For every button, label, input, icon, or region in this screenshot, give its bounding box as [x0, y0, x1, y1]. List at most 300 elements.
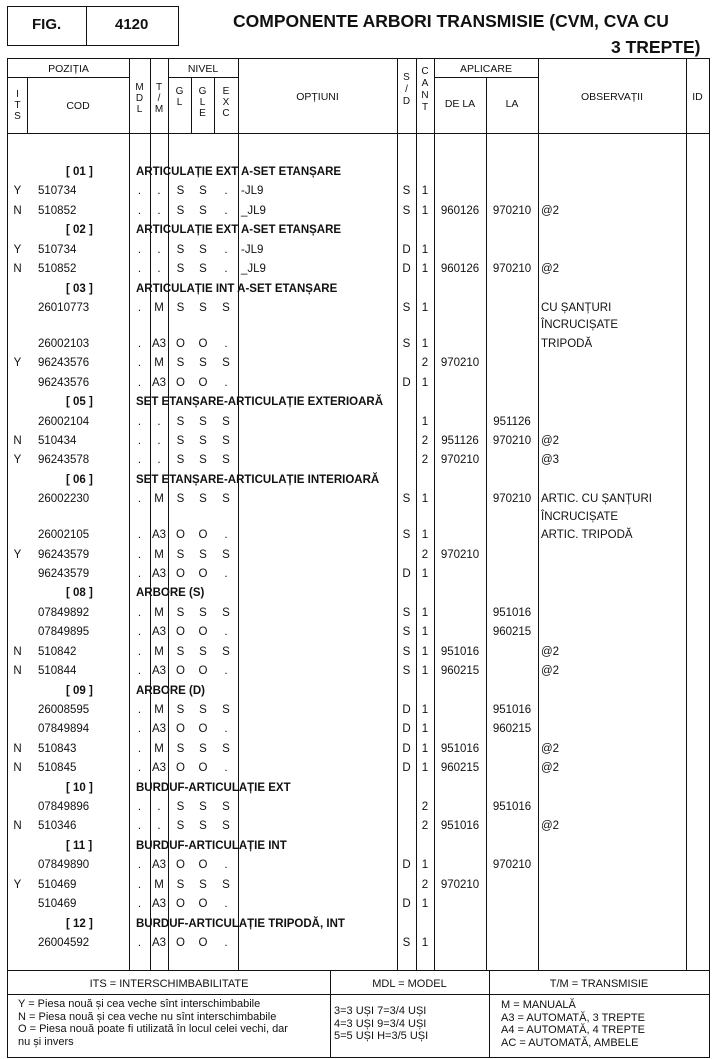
cell-exc: . — [224, 263, 228, 276]
col-line-exc — [238, 58, 239, 970]
cell-cant: 1 — [421, 567, 429, 580]
cell-gle: S — [199, 742, 207, 755]
cell-mdl: . — [137, 337, 142, 350]
cell-gle: O — [198, 665, 208, 678]
figure-label: FIG. — [32, 16, 62, 33]
cell-cod: 07849895 — [38, 626, 90, 639]
group-number: [ 03 ] — [66, 282, 93, 295]
cell-sd: S — [402, 204, 411, 217]
cell-gl: O — [176, 567, 185, 580]
cell-exc: S — [222, 357, 230, 370]
cell-cant: 2 — [421, 548, 429, 561]
cell-tm: A3 — [151, 936, 167, 949]
cell-cod: 96243576 — [38, 357, 90, 370]
legend-mdl-title: MDL = MODEL — [372, 978, 447, 990]
cell-its: Y — [13, 548, 22, 561]
cell-sd: S — [402, 529, 411, 542]
cell-gl: S — [176, 434, 185, 447]
cell-gle: S — [199, 454, 207, 467]
cell-tm: M — [154, 742, 164, 755]
cell-cant: 1 — [421, 301, 429, 314]
cell-sd: D — [402, 723, 411, 736]
group-title: ARTICULAȚIE EXT A-SET ETANȘARE — [136, 166, 342, 178]
header-tm: T / M — [154, 82, 164, 115]
cell-gl: S — [176, 263, 185, 276]
cell-cant: 1 — [421, 645, 429, 658]
cell-its: N — [13, 820, 22, 833]
cell-mdl: . — [137, 626, 142, 639]
cell-exc: S — [222, 606, 230, 619]
cell-sd: D — [402, 567, 411, 580]
cell-tm: A3 — [151, 762, 167, 775]
cell-gle: S — [199, 204, 207, 217]
cell-gle: S — [199, 434, 207, 447]
cell-tm: . — [157, 185, 161, 198]
cell-cant: 1 — [421, 626, 429, 639]
cell-cod: 510852 — [38, 263, 77, 276]
cell-gle: S — [199, 357, 207, 370]
header-optiuni: OPȚIUNI — [296, 91, 339, 103]
cell-sd: D — [402, 376, 411, 389]
cell-cod: 07849894 — [38, 723, 90, 736]
cell-exc: . — [224, 243, 228, 256]
cell-its: N — [13, 645, 22, 658]
header-gl: G L — [175, 86, 184, 108]
cell-gle: O — [198, 529, 208, 542]
cell-its: N — [13, 742, 22, 755]
cell-its: N — [13, 665, 22, 678]
cell-exc: . — [224, 185, 228, 198]
legend-its-title: ITS = INTERSCHIMBABILITATE — [89, 978, 249, 990]
cell-gl: O — [176, 665, 185, 678]
page-title-continuation: 3 TREPTE) — [611, 37, 701, 57]
cell-exc: S — [222, 493, 230, 506]
cell-gl: S — [176, 301, 185, 314]
cell-tm: A3 — [151, 567, 167, 580]
cell-mdl: . — [137, 415, 142, 428]
group-title: ARBORE (S) — [136, 587, 205, 600]
group-title: ARBORE (D) — [136, 684, 205, 697]
cell-obs-continued: ÎNCRUCIȘATE — [541, 319, 619, 332]
col-line-obs — [686, 58, 687, 970]
cell-mdl: . — [137, 645, 142, 658]
cell-la: 951016 — [492, 703, 532, 716]
cell-cant: 2 — [421, 454, 429, 467]
header-cant: C A N T — [421, 66, 429, 113]
cell-la: 970210 — [492, 204, 532, 217]
cell-tm: M — [154, 548, 164, 561]
group-number: [ 10 ] — [66, 781, 93, 794]
cell-cant: 1 — [421, 742, 429, 755]
cell-mdl: . — [137, 742, 142, 755]
cell-opt: -JL9 — [241, 185, 264, 198]
cell-gl: S — [176, 454, 185, 467]
cell-obs: @2 — [541, 762, 560, 775]
cell-la: 970210 — [492, 859, 532, 872]
cell-opt: _JL9 — [241, 204, 266, 217]
cell-tm: . — [157, 243, 161, 256]
cell-tm: A3 — [151, 376, 167, 389]
cell-gle: S — [199, 415, 207, 428]
cell-obs: @2 — [541, 645, 560, 658]
cell-gle: S — [199, 263, 207, 276]
cell-tm: . — [157, 263, 161, 276]
cell-sd: S — [402, 606, 411, 619]
cell-its: Y — [13, 878, 22, 891]
cell-cant: 2 — [421, 820, 429, 833]
cell-gle: S — [199, 493, 207, 506]
cell-cod: 26008595 — [38, 703, 90, 716]
cell-cod: 07849892 — [38, 606, 90, 619]
cell-sd: S — [402, 185, 411, 198]
cell-cod: 510852 — [38, 204, 77, 217]
cell-gl: S — [176, 878, 185, 891]
cell-sd: S — [402, 665, 411, 678]
cell-mdl: . — [137, 529, 142, 542]
header-pozitia: POZIȚIA — [48, 63, 89, 75]
cell-tm: M — [154, 301, 164, 314]
cell-exc: . — [224, 204, 228, 217]
cell-cod: 26004592 — [38, 936, 90, 949]
header-exc: E X C — [222, 86, 230, 119]
header-dela: DE LA — [444, 98, 476, 110]
cell-cant: 1 — [421, 185, 429, 198]
cell-sd: D — [402, 859, 411, 872]
header-mdl: M D L — [135, 82, 144, 115]
cell-cant: 1 — [421, 665, 429, 678]
cell-cant: 1 — [421, 762, 429, 775]
cell-gle: O — [198, 567, 208, 580]
cell-mdl: . — [137, 548, 142, 561]
cell-cod: 510734 — [38, 243, 77, 256]
cell-cod: 96243578 — [38, 454, 90, 467]
cell-gle: S — [199, 243, 207, 256]
cell-gl: S — [176, 820, 185, 833]
cell-obs: ARTIC. TRIPODĂ — [541, 529, 633, 542]
cell-cant: 2 — [421, 434, 429, 447]
cell-cod: 26002105 — [38, 529, 90, 542]
cell-cod: 26002104 — [38, 415, 90, 428]
cell-cant: 2 — [421, 878, 429, 891]
cell-sd: D — [402, 243, 411, 256]
cell-cod: 510434 — [38, 434, 77, 447]
cell-cant: 1 — [421, 204, 429, 217]
cell-mdl: . — [137, 878, 142, 891]
cell-gl: O — [176, 859, 185, 872]
cell-gl: S — [176, 493, 185, 506]
cell-mdl: . — [137, 936, 142, 949]
cell-tm: M — [154, 493, 164, 506]
cell-tm: A3 — [151, 723, 167, 736]
cell-tm: . — [157, 434, 161, 447]
cell-cod: 510843 — [38, 742, 77, 755]
cell-tm: M — [154, 645, 164, 658]
cell-tm: A3 — [151, 337, 167, 350]
cell-gle: S — [199, 801, 207, 814]
cell-gle: S — [199, 878, 207, 891]
cell-its: N — [13, 762, 22, 775]
cell-mdl: . — [137, 243, 142, 256]
cell-dela: 951016 — [440, 820, 480, 833]
cell-exc: S — [222, 434, 230, 447]
cell-its: N — [13, 204, 22, 217]
cell-cant: 1 — [421, 936, 429, 949]
cell-mdl: . — [137, 357, 142, 370]
cell-gl: O — [176, 936, 185, 949]
cell-gle: O — [198, 859, 208, 872]
cell-cant: 1 — [421, 859, 429, 872]
group-number: [ 05 ] — [66, 396, 93, 409]
cell-exc: . — [224, 529, 228, 542]
cell-its: N — [13, 434, 22, 447]
legend-top-line — [8, 970, 709, 971]
cell-its: Y — [13, 357, 22, 370]
cell-sd: S — [402, 493, 411, 506]
cell-mdl: . — [137, 703, 142, 716]
cell-la: 960215 — [492, 626, 532, 639]
cell-exc: S — [222, 820, 230, 833]
cell-exc: S — [222, 742, 230, 755]
cell-gl: S — [176, 742, 185, 755]
cell-gl: S — [176, 243, 185, 256]
cell-cod: 510469 — [38, 878, 77, 891]
group-number: [ 01 ] — [66, 166, 93, 178]
cell-exc: . — [224, 567, 228, 580]
cell-gl: O — [176, 898, 185, 911]
cell-gle: S — [199, 185, 207, 198]
header-id: ID — [692, 91, 703, 103]
cell-cant: 1 — [421, 263, 429, 276]
cell-gle: S — [199, 301, 207, 314]
header-observatii: OBSERVAȚII — [580, 91, 644, 103]
cell-mdl: . — [137, 820, 142, 833]
cell-exc: . — [224, 665, 228, 678]
cell-cant: 1 — [421, 493, 429, 506]
cell-gle: O — [198, 898, 208, 911]
cell-its: Y — [13, 243, 22, 256]
cell-gl: S — [176, 415, 185, 428]
cell-gl: O — [176, 762, 185, 775]
cell-tm: A3 — [151, 859, 167, 872]
cell-cod: 07849896 — [38, 801, 90, 814]
cell-tm: A3 — [151, 665, 167, 678]
cell-mdl: . — [137, 376, 142, 389]
group-number: [ 08 ] — [66, 587, 93, 600]
cell-gl: O — [176, 529, 185, 542]
cell-gl: O — [176, 337, 185, 350]
cell-cod: 26002230 — [38, 493, 90, 506]
cell-exc: S — [222, 703, 230, 716]
cell-sd: D — [402, 703, 411, 716]
cell-gle: O — [198, 936, 208, 949]
cell-exc: S — [222, 415, 230, 428]
cell-obs: TRIPODĂ — [541, 337, 593, 350]
group-title: ARTICULAȚIE EXT A-SET ETANȘARE — [136, 224, 342, 237]
cell-gle: S — [199, 548, 207, 561]
cell-tm: A3 — [151, 898, 167, 911]
cell-mdl: . — [137, 567, 142, 580]
cell-gl: S — [176, 185, 185, 198]
cell-tm: M — [154, 703, 164, 716]
cell-mdl: . — [137, 762, 142, 775]
cell-mdl: . — [137, 493, 142, 506]
cell-tm: . — [157, 415, 161, 428]
cell-cod: 07849890 — [38, 859, 90, 872]
cell-gle: O — [198, 626, 208, 639]
cell-gl: O — [176, 723, 185, 736]
cell-dela: 970210 — [440, 454, 480, 467]
cell-mdl: . — [137, 665, 142, 678]
cell-cant: 1 — [421, 376, 429, 389]
cell-exc: . — [224, 762, 228, 775]
cell-dela: 970210 — [440, 357, 480, 370]
cell-exc: S — [222, 801, 230, 814]
cell-sd: D — [402, 898, 411, 911]
cell-sd: D — [402, 742, 411, 755]
cell-la: 951126 — [493, 415, 531, 428]
cell-opt: -JL9 — [241, 243, 264, 256]
legend-tm-title: T/M = TRANSMISIE — [549, 978, 649, 990]
cell-exc: S — [222, 548, 230, 561]
cell-cant: 2 — [421, 801, 429, 814]
group-title: BURDUF-ARTICULAȚIE EXT — [136, 781, 291, 794]
cell-dela: 951126 — [441, 434, 479, 447]
cell-dela: 960215 — [440, 762, 480, 775]
cell-obs: @2 — [541, 263, 560, 276]
cell-gle: O — [198, 337, 208, 350]
cell-obs: @2 — [541, 665, 560, 678]
cell-gl: S — [176, 703, 185, 716]
cell-its: Y — [13, 185, 22, 198]
cell-gle: S — [199, 820, 207, 833]
col-line-tm — [168, 58, 169, 970]
figure-number: 4120 — [115, 16, 149, 33]
cell-obs: @2 — [541, 434, 560, 447]
cell-exc: . — [224, 936, 228, 949]
cell-exc: . — [224, 898, 228, 911]
group-title: ARTICULAȚIE INT A-SET ETANȘARE — [136, 282, 338, 295]
cell-mdl: . — [137, 606, 142, 619]
cell-exc: . — [224, 376, 228, 389]
cell-dela: 960126 — [440, 204, 480, 217]
group-title: BURDUF-ARTICULAȚIE TRIPODĂ, INT — [136, 917, 345, 930]
cell-gl: S — [176, 548, 185, 561]
cell-cant: 1 — [421, 703, 429, 716]
cell-cant: 1 — [421, 243, 429, 256]
cell-gl: S — [176, 801, 185, 814]
cell-obs: ARTIC. CU ȘANȚURI — [541, 493, 652, 506]
cell-cod: 510842 — [38, 645, 77, 658]
cell-cod: 510844 — [38, 665, 77, 678]
cell-la: 951016 — [492, 606, 532, 619]
nivel-divider — [168, 77, 238, 78]
legend-mdl-list: 3=3 UȘI 7=3/4 UȘI 4=3 UȘI 9=3/4 UȘI 5=5 UȘI H=3/5 UȘI — [334, 1005, 429, 1042]
cell-mdl: . — [137, 898, 142, 911]
cell-tm: M — [154, 357, 164, 370]
cell-sd: D — [402, 263, 411, 276]
cell-la: 970210 — [492, 434, 532, 447]
cell-sd: S — [402, 626, 411, 639]
cell-obs: CU ȘANȚURI — [541, 301, 612, 314]
cell-cant: 1 — [421, 723, 429, 736]
cell-gl: S — [176, 645, 185, 658]
group-number: [ 06 ] — [66, 473, 93, 486]
header-sd: S / D — [402, 72, 411, 107]
cell-dela: 970210 — [440, 548, 480, 561]
header-nivel: NIVEL — [187, 63, 219, 75]
cell-obs: @3 — [541, 454, 560, 467]
cell-dela: 970210 — [440, 878, 480, 891]
cell-gle: O — [198, 376, 208, 389]
cell-dela: 960215 — [440, 665, 480, 678]
cell-tm: . — [157, 454, 161, 467]
cell-mdl: . — [137, 454, 142, 467]
cell-gl: O — [176, 626, 185, 639]
page-title: COMPONENTE ARBORI TRANSMISIE (CVM, CVA CU — [233, 11, 669, 31]
cell-mdl: . — [137, 204, 142, 217]
cell-gle: S — [199, 606, 207, 619]
header-gle: G L E — [198, 86, 207, 119]
cell-cod: 510346 — [38, 820, 77, 833]
cell-tm: . — [157, 801, 161, 814]
cell-cod: 26010773 — [38, 301, 90, 314]
cell-dela: 951016 — [440, 645, 480, 658]
cell-gl: S — [176, 606, 185, 619]
cell-sd: S — [402, 936, 411, 949]
cell-cant: 2 — [421, 357, 429, 370]
cell-mdl: . — [137, 185, 142, 198]
cell-sd: S — [402, 645, 411, 658]
header-cod: COD — [66, 100, 90, 112]
cell-exc: S — [222, 645, 230, 658]
cell-cant: 1 — [421, 337, 429, 350]
cell-mdl: . — [137, 801, 142, 814]
header-bottom-line — [8, 133, 709, 134]
cell-dela: 951016 — [440, 742, 480, 755]
cell-its: N — [13, 263, 22, 276]
cell-obs: @2 — [541, 204, 560, 217]
group-number: [ 11 ] — [66, 839, 93, 852]
cell-gle: O — [198, 762, 208, 775]
cell-tm: . — [157, 820, 161, 833]
group-title: SET ETANȘARE-ARTICULAȚIE EXTERIOARĂ — [136, 396, 384, 409]
cell-mdl: . — [137, 301, 142, 314]
group-title: BURDUF-ARTICULAȚIE INT — [136, 839, 287, 852]
group-number: [ 02 ] — [66, 224, 93, 237]
cell-gl: S — [176, 357, 185, 370]
legend-tm-list: M = MANUALĂ A3 = AUTOMATĂ, 3 TREPTE A4 = AUTOMATĂ, 4 TREPTE AC = AUTOMATĂ, AMBELE — [501, 999, 645, 1049]
cell-mdl: . — [137, 859, 142, 872]
cell-cod: 96243579 — [38, 567, 90, 580]
cell-gl: O — [176, 376, 185, 389]
legend-its-list: Y = Piesa nouă și cea veche sînt interschimbabile N = Piesa nouă și cea veche nu sînt interschimbabile O = Piesa nouă poate fi utilizată în locul celei vechi, dar nu și invers — [18, 998, 288, 1048]
cell-sd: S — [402, 301, 411, 314]
cell-cod: 26002103 — [38, 337, 90, 350]
cell-la: 951016 — [492, 801, 532, 814]
cell-gl: S — [176, 204, 185, 217]
cell-tm: A3 — [151, 529, 167, 542]
cell-cod: 96243576 — [38, 376, 90, 389]
cell-exc: . — [224, 626, 228, 639]
cell-exc: . — [224, 337, 228, 350]
cell-exc: . — [224, 723, 228, 736]
cell-gle: S — [199, 645, 207, 658]
cell-cod: 510734 — [38, 185, 77, 198]
cell-tm: M — [154, 878, 164, 891]
cell-exc: . — [224, 859, 228, 872]
cell-mdl: . — [137, 263, 142, 276]
group-number: [ 12 ] — [66, 917, 93, 930]
